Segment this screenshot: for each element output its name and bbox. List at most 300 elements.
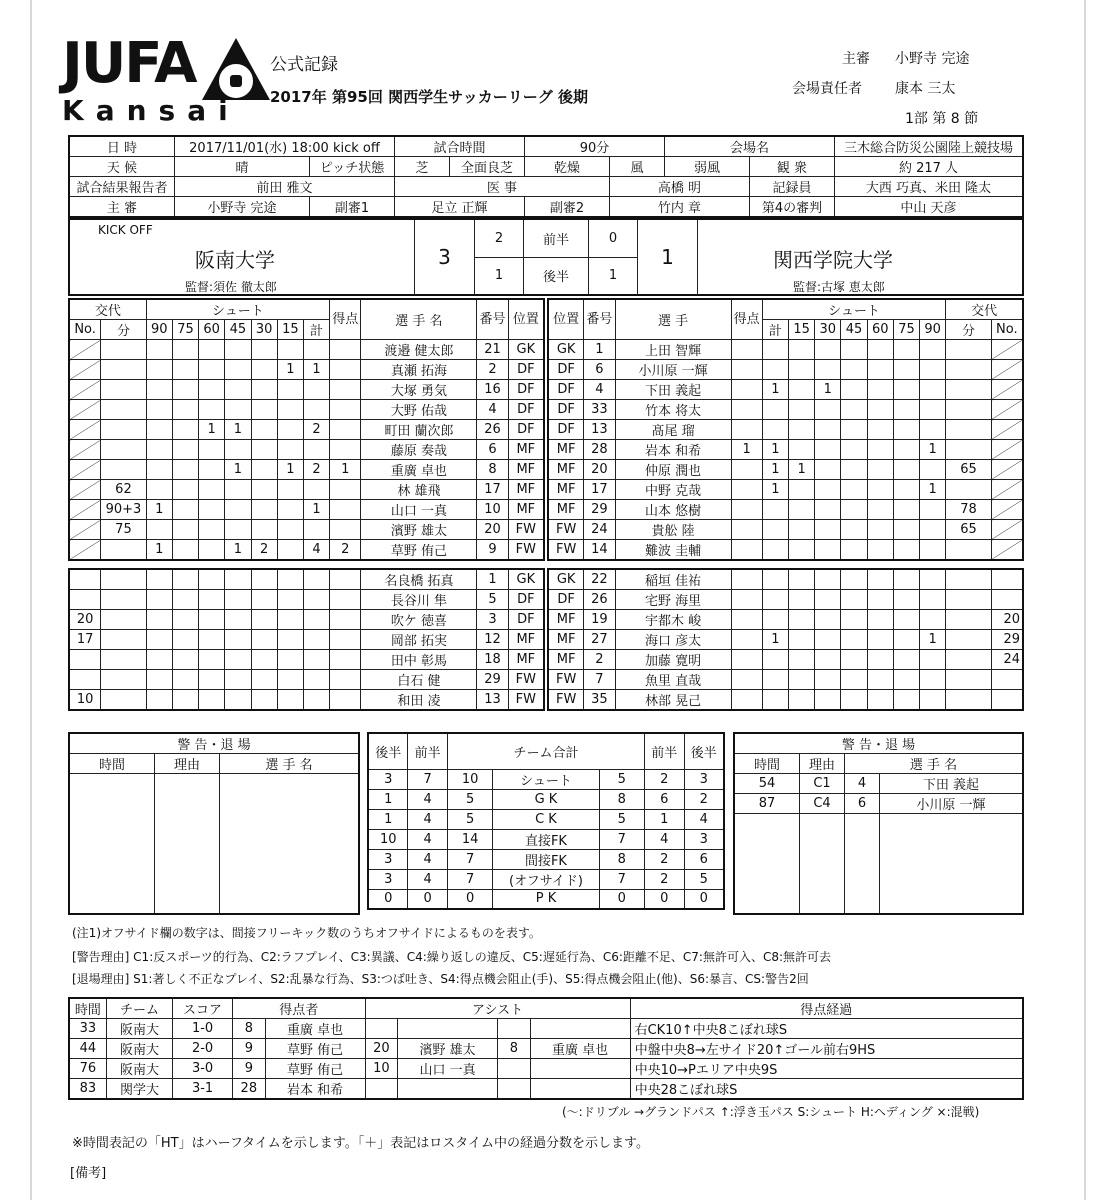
venue-mgr-label: 会場責任者 [792,81,862,97]
player-position: DF [508,400,544,420]
goals-process-header: 得点経過 [630,998,1023,1019]
shot-cell [815,610,841,630]
sub-no [991,569,1023,590]
shot-s60 [199,400,225,420]
shot-cell [199,670,225,690]
sub-min: 90+3 [101,500,146,520]
player-number: 20 [477,520,508,540]
player-number: 2 [477,360,508,380]
shot-cell [225,569,251,590]
sub-min [946,590,991,610]
player-position: MF [548,480,584,500]
home-cards-player: 選 手 名 [220,754,360,774]
player-number: 8 [477,460,508,480]
shot-s15 [277,540,303,561]
assist-name [398,1019,498,1039]
sub-no [991,340,1023,360]
home-2nd: 1 [368,789,408,809]
player-position: MF [508,480,544,500]
shot-s90: 1 [920,480,946,500]
player-position: MF [508,440,544,460]
ar1-label: 副審1 [310,197,395,218]
player-number: 35 [584,690,615,711]
sub-min [946,630,991,650]
player-name: 大塚 勇気 [361,380,477,400]
card-player-number: 4 [845,774,880,794]
player-name: 吹ケ 徳喜 [361,610,477,630]
shot-s60 [867,420,893,440]
home-col-total: 計 [303,320,329,340]
shot-s15: 1 [788,460,814,480]
sub-min [101,400,146,420]
shot-s60 [199,440,225,460]
shot-s30 [815,540,841,561]
doctor-label: 医 事 [395,177,610,197]
shot-tot: 2 [303,420,329,440]
shot-s90 [920,400,946,420]
shot-s75 [893,500,919,520]
shot-s15 [788,380,814,400]
note-offside: (注1)オフサイド欄の数字は、間接フリーキック数のうちオフサイドによるものを表す。 [72,926,541,940]
sub-no [69,650,101,670]
player-position: FW [548,540,584,561]
home-total: 5 [447,809,493,829]
totals-title: チーム合計 [447,733,644,769]
home-cards-time: 時間 [69,754,155,774]
away-2nd: 3 [684,829,724,849]
shot-s15 [788,540,814,561]
assist2-name [530,1059,630,1079]
shot-cell [172,690,198,711]
shot-cell [815,569,841,590]
totals-row [368,849,724,869]
shot-cell [303,590,329,610]
away-min-header: 分 [946,320,991,340]
home-subs-table [68,568,545,711]
home-player-row [69,460,544,480]
totals-h2-header: 後半 [368,733,408,769]
shot-s45 [225,340,251,360]
home-2nd: 3 [368,849,408,869]
sub-no [991,460,1023,480]
page-edge-right [1084,0,1086,1200]
player-number: 14 [584,540,615,561]
sub-no [69,520,101,540]
shot-cell [867,569,893,590]
scorer-number: 8 [233,1019,266,1039]
pitch-state: 全面良芝 [450,157,525,177]
goals [330,340,361,360]
goals [330,650,361,670]
remarks: [備考] [70,1166,107,1181]
shot-cell [251,569,277,590]
player-position: MF [548,630,584,650]
shot-s30: 1 [815,380,841,400]
shot-cell [146,690,172,711]
sub-no: 29 [991,630,1023,650]
shot-tot [762,670,788,690]
player-name: 重廣 卓也 [361,460,477,480]
shot-cell [251,650,277,670]
sub-no [991,400,1023,420]
away-2nd: 1 [589,257,638,295]
sub-no [69,340,101,360]
shot-cell [199,690,225,711]
goals [731,520,762,540]
footnote: ※時間表記の「HT」はハーフタイムを示します。「＋」表記はロスタイム中の経過分数を示します。 [72,1136,649,1151]
player-name: 上田 智輝 [615,340,731,360]
assist2-name: 重廣 卓也 [530,1039,630,1059]
sub-no [991,590,1023,610]
player-name: 宅野 海里 [615,590,731,610]
sub-no [69,569,101,590]
goals-table [68,997,1024,1100]
player-position: DF [508,420,544,440]
away-col-90: 90 [920,320,946,340]
shot-s45 [841,540,867,561]
player-number: 1 [584,340,615,360]
home-sub-header: 交代 [69,299,146,320]
shot-s45 [841,440,867,460]
shot-s90 [146,460,172,480]
home-cards-title: 警 告・退 場 [69,733,359,754]
sub-no [991,440,1023,460]
reporter-value: 前田 雅文 [175,177,395,197]
shot-cell [251,690,277,711]
shot-cell [172,590,198,610]
shot-s90: 1 [920,630,946,650]
player-number: 26 [584,590,615,610]
shot-tot [303,440,329,460]
sub-no [991,540,1023,561]
away-player-row [548,400,1023,420]
home-col-60: 60 [199,320,225,340]
sub-no [69,670,101,690]
second-half-label: 後半 [524,257,589,295]
shot-tot [762,340,788,360]
sub-min: 75 [101,520,146,540]
goals [731,500,762,520]
shot-s30: 2 [251,540,277,561]
shot-s90 [146,380,172,400]
home-col-75: 75 [172,320,198,340]
sub-no [69,460,101,480]
shot-cell [893,670,919,690]
shot-s60 [199,500,225,520]
info-table [68,135,1024,218]
home-sub-row [69,590,544,610]
home-total: 5 [447,789,493,809]
player-position: MF [508,650,544,670]
away-col-60: 60 [867,320,893,340]
shot-s45 [841,420,867,440]
goals [330,400,361,420]
player-number: 12 [477,630,508,650]
shot-cell [867,590,893,610]
shot-cell [815,630,841,650]
sub-min [101,569,146,590]
away-coach: 監督:古塚 恵太郎 [793,280,885,294]
sub-no [991,420,1023,440]
sub-min: 65 [946,520,991,540]
shot-s15 [788,360,814,380]
player-position: DF [508,610,544,630]
sub-min [101,340,146,360]
shot-s45 [225,400,251,420]
date-label: 日 時 [69,136,175,157]
ref-label: 主 審 [69,197,175,218]
assist-number [365,1019,398,1039]
shot-tot [303,480,329,500]
shot-tot: 1 [762,630,788,650]
totals-row [368,829,724,849]
goals [731,610,762,630]
player-position: MF [548,460,584,480]
shot-cell [893,650,919,670]
shot-s75 [893,400,919,420]
shot-cell [815,670,841,690]
shot-s90 [920,500,946,520]
sub-min: 62 [101,480,146,500]
home-sub-row [69,650,544,670]
shot-s15: 1 [277,360,303,380]
shot-tot [303,340,329,360]
shot-tot: 2 [303,460,329,480]
shot-cell [172,630,198,650]
shot-s75 [172,480,198,500]
sub-min [101,670,146,690]
player-number: 4 [477,400,508,420]
shot-cell [146,610,172,630]
sub-min [101,650,146,670]
note-cautions: [警告理由] C1:反スポーツ的行為、C2:ラフプレイ、C3:異議、C4:繰り返しの違反、C5:遅延行為、C6:距離不足、C7:無許可入、C8:無許可去 [72,950,831,964]
shot-s30 [251,360,277,380]
player-position: DF [548,360,584,380]
shot-s90: 1 [146,500,172,520]
recorder-value: 大西 巧真、米田 隆太 [835,177,1024,197]
home-total: 3 [415,219,475,295]
away-no-header: No. [991,320,1023,340]
home-2nd: 3 [368,869,408,889]
away-goal-header: 得点 [731,299,762,340]
player-name: 和田 凌 [361,690,477,711]
shot-cell [225,630,251,650]
player-position: DF [548,400,584,420]
player-name: 髙尾 瑠 [615,420,731,440]
kickoff-label: KICK OFF [98,223,153,237]
sub-min [101,460,146,480]
goal-process: 中盤中央8→左サイド20↑ゴール前右9HS [630,1039,1023,1059]
away-player-row [548,520,1023,540]
away-sub-row [548,650,1023,670]
shot-s90 [920,690,946,711]
shot-cell [199,569,225,590]
shot-s90: 1 [920,440,946,460]
sub-no [69,590,101,610]
card-player-name: 下田 義起 [880,774,1024,794]
home-name-header: 選 手 名 [361,299,477,340]
shot-s60 [199,340,225,360]
player-position: MF [548,610,584,630]
shot-cell [146,590,172,610]
shot-s75 [893,380,919,400]
player-position: FW [508,690,544,711]
home-team-cell [69,219,415,295]
sub-min [946,480,991,500]
stat-label: (オフサイド) [493,869,599,889]
player-position: DF [548,590,584,610]
scorer-number: 28 [233,1079,266,1100]
shot-s90 [920,460,946,480]
goals [731,540,762,561]
home-1st: 2 [475,219,524,257]
shot-cell [146,670,172,690]
note-sendoffs: [退場理由] S1:著しく不正なプレイ、S2:乱暴な行為、S3:つば吐き、S4:得点機会阻止(手)、S5:得点機会阻止(他)、S6:暴言、CS:警告2回 [72,972,809,986]
home-player-row [69,520,544,540]
shot-cell [225,590,251,610]
goal-score: 2-0 [173,1039,233,1059]
shot-s45 [841,480,867,500]
home-total: 7 [447,869,493,889]
shot-s15 [277,440,303,460]
sub-min [101,630,146,650]
sub-min [946,670,991,690]
shot-cell [841,569,867,590]
sub-no [69,500,101,520]
away-subs-table [547,568,1024,711]
match-time-value: 90分 [525,136,665,157]
shot-s30 [251,480,277,500]
player-number: 2 [584,650,615,670]
away-sub-row [548,569,1023,590]
away-team: 関西学院大学 [773,248,893,272]
home-1st: 4 [408,849,447,869]
shot-s90 [146,440,172,460]
home-player-row [69,340,544,360]
away-player-row [548,420,1023,440]
goals [330,590,361,610]
shot-tot [762,590,788,610]
sub-min [946,690,991,711]
totals-ah2-header: 後半 [684,733,724,769]
shot-s45: 1 [225,460,251,480]
away-player-row [548,480,1023,500]
shot-s60 [867,360,893,380]
shot-s60 [867,500,893,520]
shot-s90 [146,520,172,540]
away-player-row [548,460,1023,480]
home-col-90: 90 [146,320,172,340]
goals [731,670,762,690]
goal-time: 76 [69,1059,106,1079]
goals [330,690,361,711]
empty-cell [845,814,880,914]
ref-value: 小野寺 完途 [175,197,310,218]
goals [731,360,762,380]
away-total: 0 [599,889,645,909]
player-position: GK [508,340,544,360]
shot-s60 [199,520,225,540]
shot-tot: 1 [762,440,788,460]
away-total: 7 [599,829,645,849]
home-player-row [69,420,544,440]
audience-value: 約 217 人 [835,157,1024,177]
shot-cell [841,610,867,630]
assist-name [398,1079,498,1100]
sub-no [69,400,101,420]
shot-s15 [788,500,814,520]
player-position: FW [548,520,584,540]
shot-cell [815,590,841,610]
sub-min [946,610,991,630]
away-1st: 4 [645,829,684,849]
shot-s90 [920,569,946,590]
away-total: 8 [599,849,645,869]
player-position: DF [508,590,544,610]
player-position: MF [508,460,544,480]
shot-tot [762,420,788,440]
player-number: 18 [477,650,508,670]
shot-tot: 1 [762,380,788,400]
assist2-name [530,1019,630,1039]
away-cards-reason: 理由 [800,754,845,774]
audience-label: 観 衆 [750,157,835,177]
sub-min [946,569,991,590]
empty-cell [800,814,845,914]
goals [731,380,762,400]
goal-time: 44 [69,1039,106,1059]
away-sub-row [548,630,1023,650]
player-name: 藤原 奏哉 [361,440,477,460]
shot-s75 [172,400,198,420]
player-number: 27 [584,630,615,650]
player-name: 下田 義起 [615,380,731,400]
player-name: 白石 健 [361,670,477,690]
shot-s30 [251,500,277,520]
away-1st: 2 [645,869,684,889]
player-name: 町田 蘭次郎 [361,420,477,440]
shot-cell [225,610,251,630]
home-col-15: 15 [277,320,303,340]
card-time: 87 [734,794,800,814]
shot-cell [867,670,893,690]
shot-s30 [815,420,841,440]
ar2-label: 副審2 [525,197,610,218]
shot-cell [788,590,814,610]
shot-s60 [867,480,893,500]
league-title: 2017年 第95回 関西学生サッカーリーグ 後期 [270,88,588,106]
shot-s15 [277,420,303,440]
sub-no: 24 [991,650,1023,670]
away-col-45: 45 [841,320,867,340]
page-edge-left [30,0,32,1200]
shot-s90: 1 [146,540,172,561]
shot-s30 [815,500,841,520]
scorer-name: 草野 侑己 [265,1059,365,1079]
assist-name: 山口 一真 [398,1059,498,1079]
shot-s45 [225,380,251,400]
jufa-logo [62,31,262,127]
home-1st: 4 [408,869,447,889]
shot-s75 [172,500,198,520]
shot-s30 [815,340,841,360]
away-total: 1 [638,219,698,295]
goals [330,360,361,380]
away-player-row [548,380,1023,400]
goals [731,340,762,360]
away-total: 7 [599,869,645,889]
recorder-label: 記録員 [750,177,835,197]
